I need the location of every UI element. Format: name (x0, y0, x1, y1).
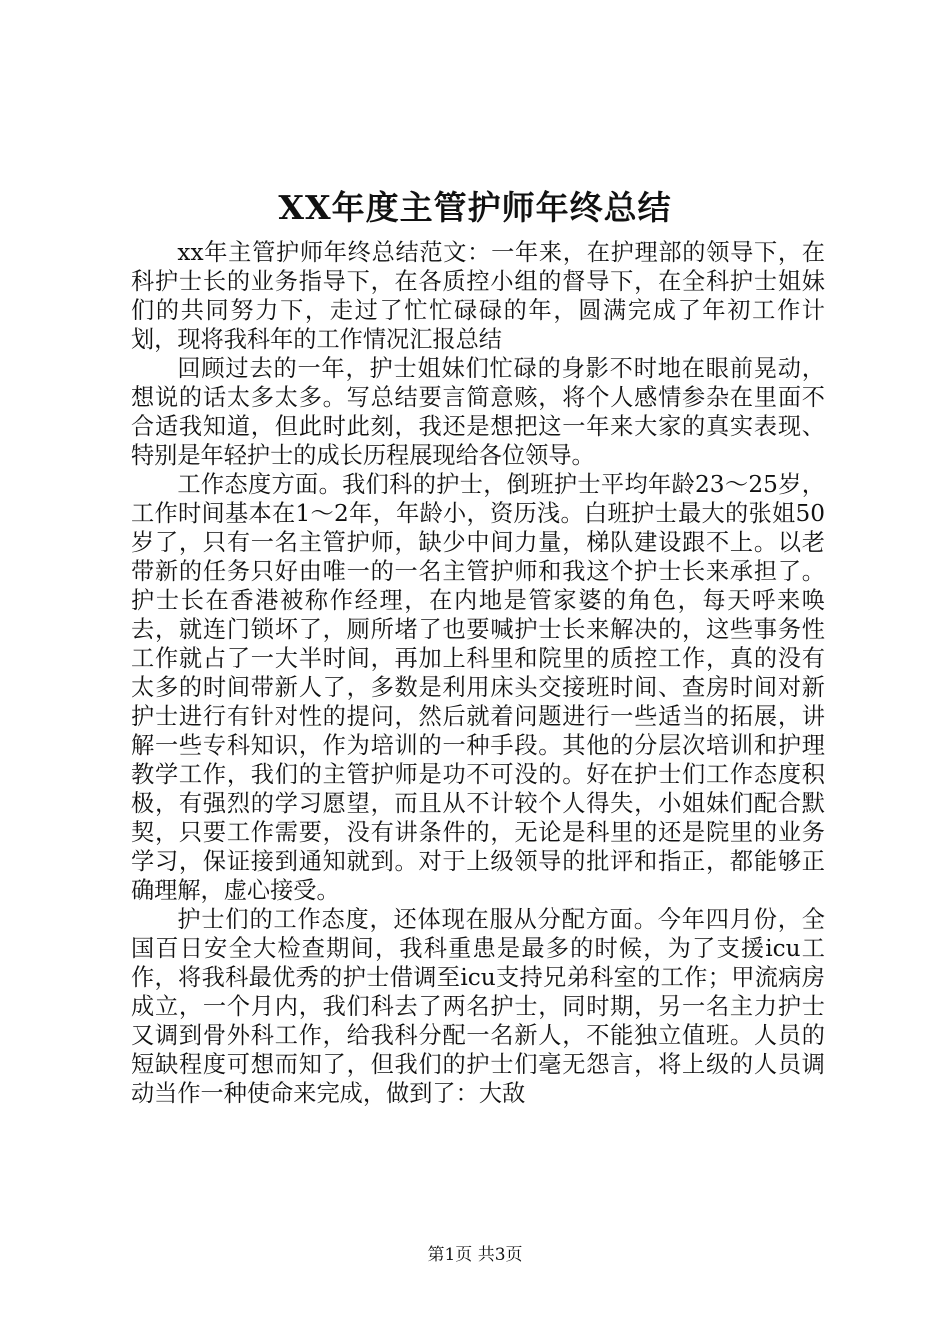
page-footer: 第1页 共3页 (427, 1245, 523, 1265)
paragraph-assignment: 护士们的工作态度，还体现在服从分配方面。今年四月份，全国百日安全大检查期间，我科重患是最多的时候，为了支援icu工作，将我科最优秀的护士借调至icu支持兄弟科室的工作；甲流病房成立，一个月内，我们科去了两名护士，同时期，另一名主力护士又调到骨外科工作，给我科分配一名新人，不能独立值班。人员的短缺程度可想而知了，但我们的护士们毫无怨言，将上级的人员调动当作一种使命来完成，做到了：大敌 (131, 906, 825, 1107)
paragraph-work-attitude: 工作态度方面。我们科的护士，倒班护士平均年龄23～25岁，工作时间基本在1～2年，年龄小，资历浅。白班护士最大的张姐50岁了，只有一名主管护师，缺少中间力量，梯队建设跟不上。以老带新的任务只好由唯一的一名主管护师和我这个护士长来承担了。护士长在香港被称作经理，在内地是管家婆的角色，每天呼来唤去，就连门锁坏了，厕所堵了也要喊护士长来解决的，这些事务性工作就占了一大半时间，再加上科里和院里的质控工作，真的没有太多的时间带新人了，多数是利用床头交接班时间、查房时间对新护士进行有针对性的提问，然后就着问题进行一些适当的拓展，讲解一些专科知识，作为培训的一种手段。其他的分层次培训和护理教学工作，我们的主管护师是功不可没的。好在护士们工作态度积极，有强烈的学习愿望，而且从不计较个人得失，小姐妹们配合默契，只要工作需要，没有讲条件的，无论是科里的还是院里的业务学习，保证接到通知就到。对于上级领导的批评和指正，都能够正确理解，虚心接受。 (131, 471, 825, 904)
paragraph-review: 回顾过去的一年，护士姐妹们忙碌的身影不时地在眼前晃动，想说的话太多太多。写总结要言简意赅，将个人感情参杂在里面不合适我知道，但此时此刻，我还是想把这一年来大家的真实表现、特别是年轻护士的成长历程展现给各位领导。 (131, 355, 825, 469)
document-body (131, 238, 825, 1108)
document-title: XX年度主管护师年终总结 (278, 188, 672, 227)
paragraph-intro: xx年主管护师年终总结范文：一年来，在护理部的领导下，在科护士长的业务指导下，在各质控小组的督导下，在全科护士姐妹们的共同努力下，走过了忙忙碌碌的年，圆满完成了年初工作计划，现将我科年的工作情况汇报总结 (131, 239, 825, 353)
